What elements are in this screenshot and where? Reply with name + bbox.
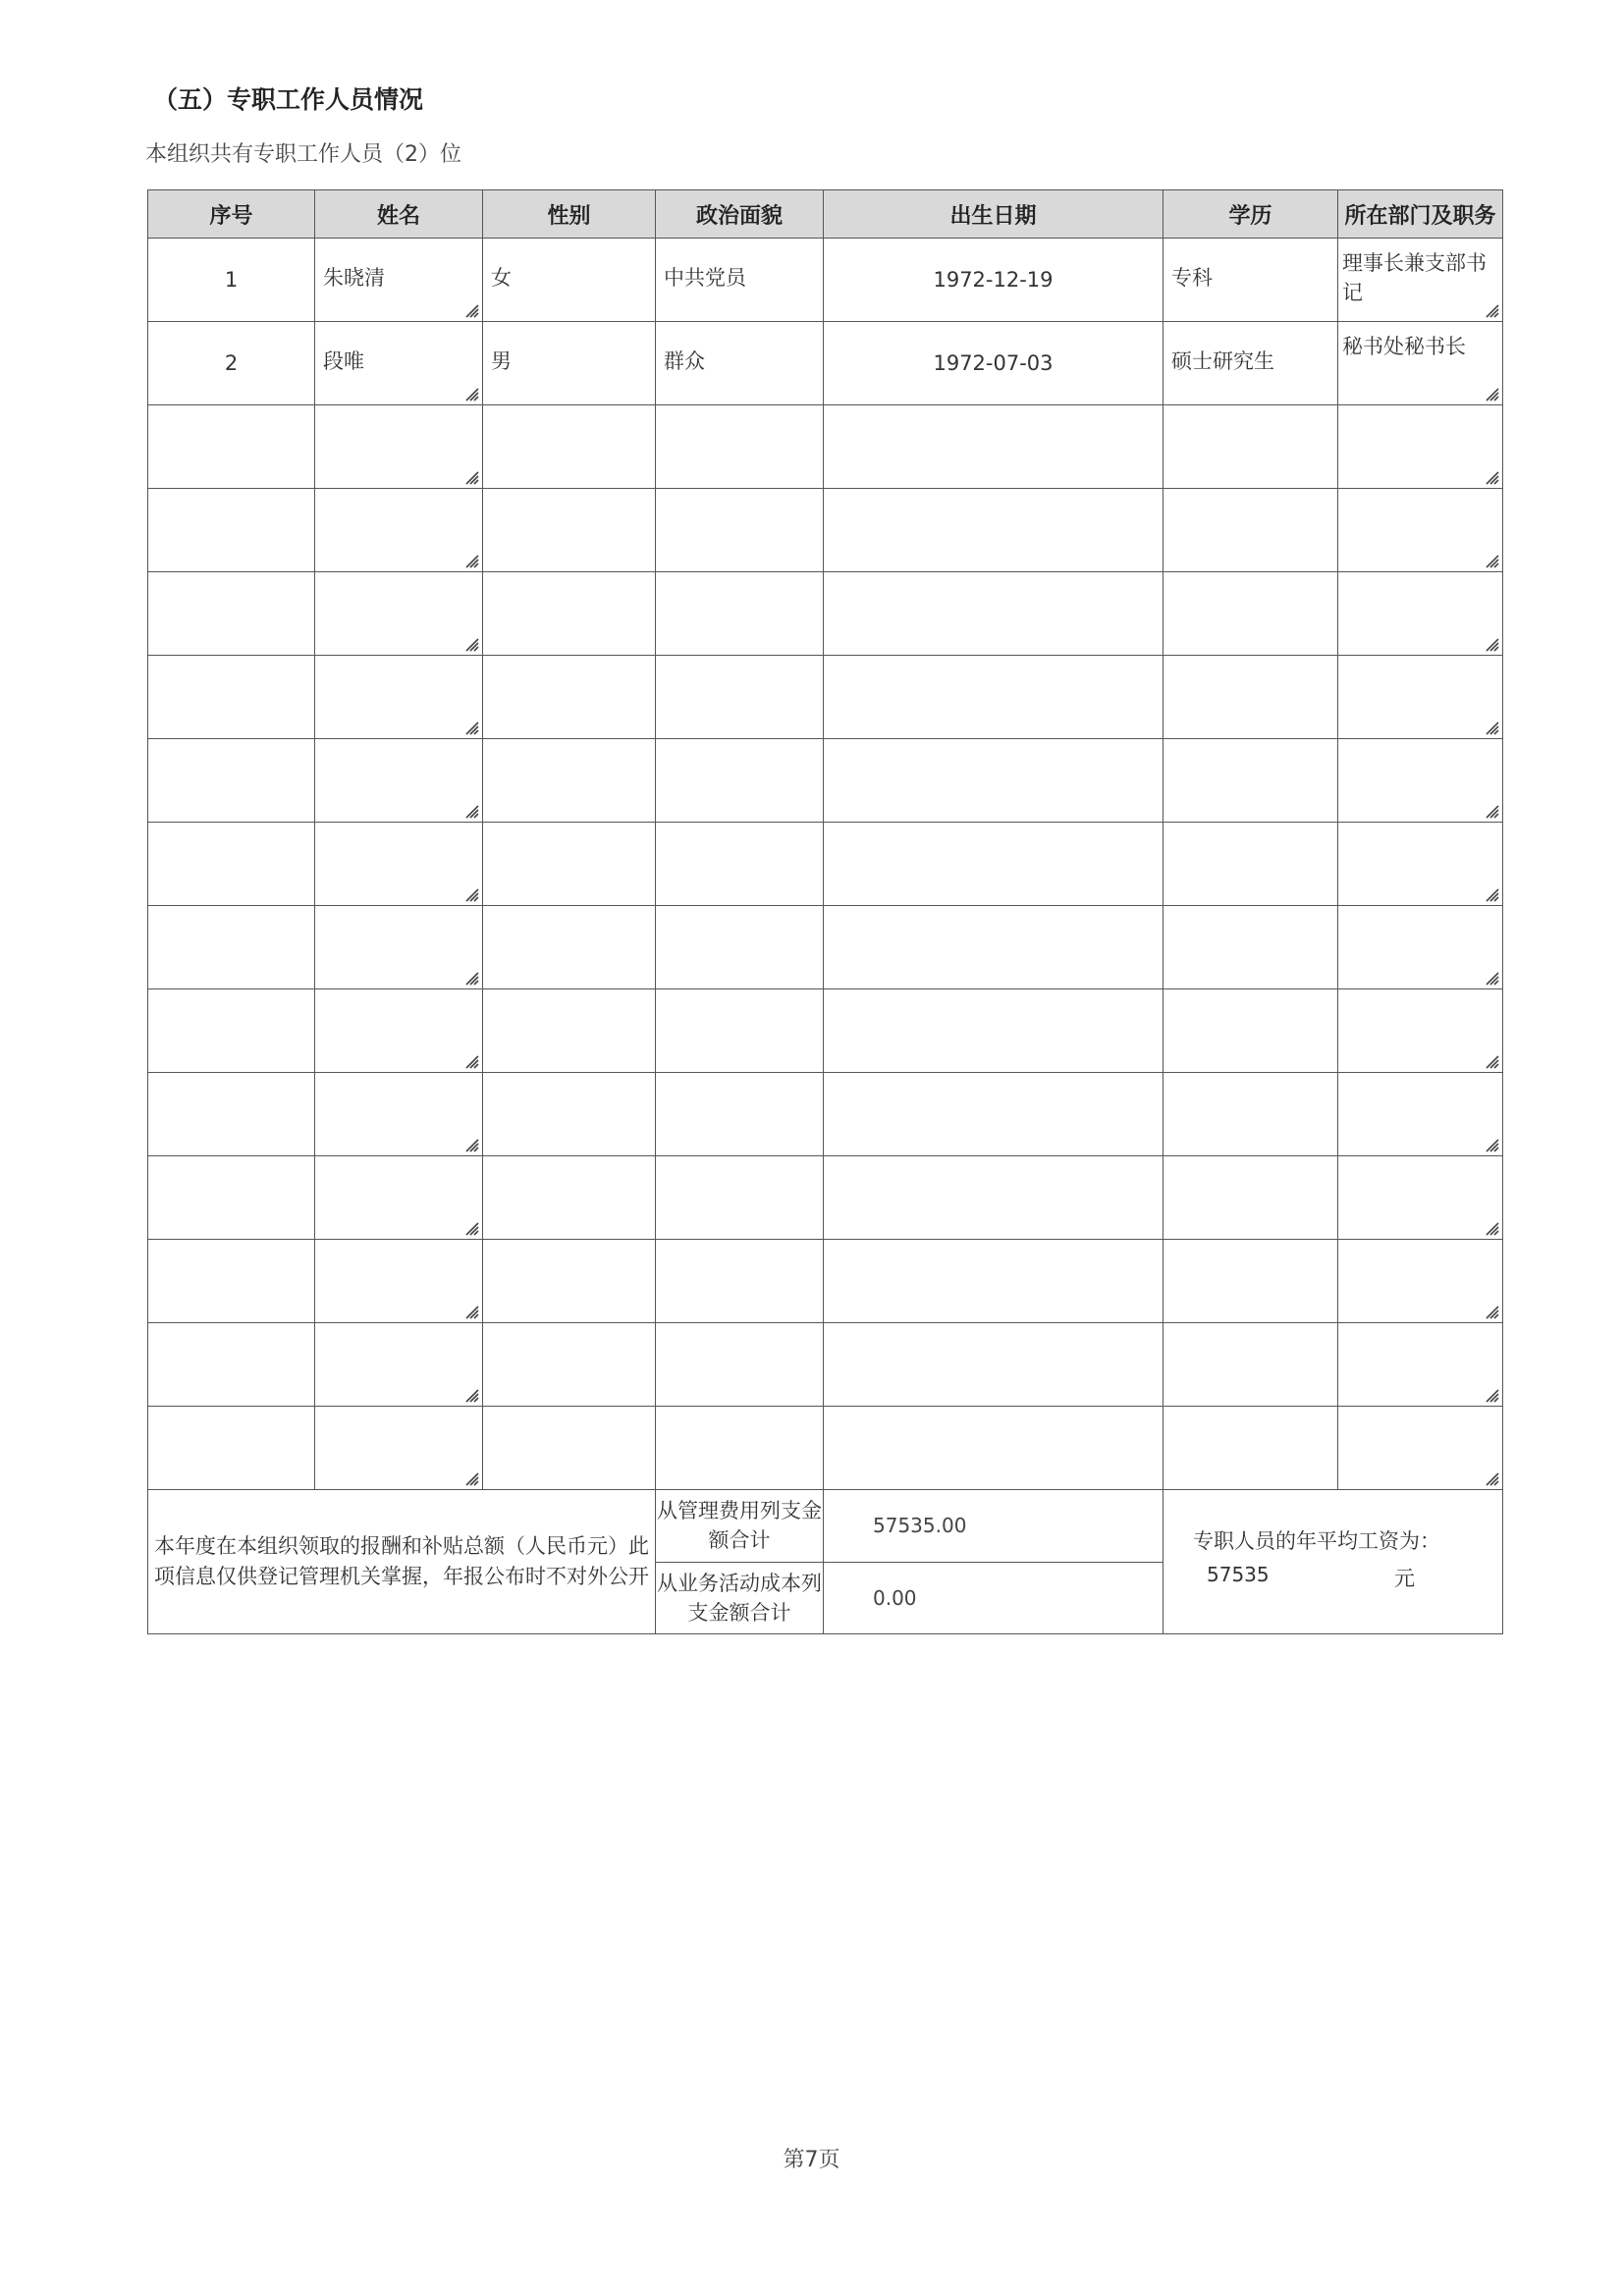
birth-date-cell-text xyxy=(824,989,1163,1017)
resize-handle-icon[interactable] xyxy=(463,1470,479,1486)
resize-handle-icon[interactable] xyxy=(463,469,479,485)
staff-count-line: 本组织共有专职工作人员（2）位 xyxy=(145,142,461,167)
birth-date-cell-text xyxy=(824,489,1163,516)
dept-field-text xyxy=(1338,1407,1502,1416)
section-title: （五）专职工作人员情况 xyxy=(153,85,424,114)
education-cell[interactable] xyxy=(1163,489,1338,572)
dept-field-text xyxy=(1338,989,1502,999)
gender-cell-text xyxy=(483,489,655,514)
education-cell[interactable] xyxy=(1163,1073,1338,1156)
political-cell[interactable] xyxy=(656,989,824,1073)
name-field-text: 朱晓清 xyxy=(323,266,385,290)
dept-field-text xyxy=(1338,489,1502,499)
gender-cell[interactable] xyxy=(483,1073,656,1156)
political-cell-text xyxy=(656,1407,823,1432)
resize-handle-icon[interactable] xyxy=(1484,636,1499,652)
resize-handle-icon[interactable] xyxy=(463,1387,479,1403)
education-cell-text xyxy=(1163,1156,1337,1182)
header-name: 姓名 xyxy=(315,190,483,239)
gender-cell-text xyxy=(483,823,655,848)
resize-handle-icon[interactable] xyxy=(1484,469,1499,485)
political-cell[interactable] xyxy=(656,739,824,823)
dept-field-text xyxy=(1338,1240,1502,1250)
resize-handle-icon[interactable] xyxy=(463,1053,479,1069)
avg-salary-value[interactable]: 57535 xyxy=(1207,1563,1270,1586)
gender-cell-text xyxy=(483,1407,655,1432)
name-field[interactable] xyxy=(315,405,483,489)
dept-field[interactable] xyxy=(1338,823,1503,906)
birth-date-cell[interactable] xyxy=(824,1323,1163,1407)
seq-cell-text xyxy=(148,656,314,683)
seq-cell-text xyxy=(148,405,314,433)
gender-cell-text: 男 xyxy=(491,349,512,373)
summary-row-1 xyxy=(148,1490,1503,1563)
name-field[interactable] xyxy=(315,1073,483,1156)
political-cell-text xyxy=(656,823,823,848)
political-cell[interactable] xyxy=(656,1240,824,1323)
dept-field-text xyxy=(1338,656,1502,666)
dept-field[interactable] xyxy=(1338,239,1503,322)
education-cell[interactable] xyxy=(1163,1156,1338,1240)
resize-handle-icon[interactable] xyxy=(463,720,479,735)
education-cell[interactable] xyxy=(1163,322,1338,405)
table-row xyxy=(148,1073,1503,1156)
seq-cell xyxy=(148,572,315,656)
gender-cell-text: 女 xyxy=(491,266,512,290)
education-cell-text xyxy=(1163,1240,1337,1265)
resize-handle-icon[interactable] xyxy=(463,553,479,568)
political-cell-text xyxy=(656,405,823,431)
staff-table xyxy=(147,189,1503,1634)
political-cell[interactable] xyxy=(656,823,824,906)
name-field-text xyxy=(315,906,482,932)
education-cell-text xyxy=(1163,739,1337,765)
dept-field[interactable] xyxy=(1338,1407,1503,1490)
seq-cell-text xyxy=(148,1323,314,1351)
education-cell[interactable] xyxy=(1163,572,1338,656)
political-cell-text xyxy=(656,989,823,1015)
education-cell-text: 专科 xyxy=(1171,266,1213,290)
birth-date-cell[interactable] xyxy=(824,906,1163,989)
seq-cell-text xyxy=(148,823,314,850)
dept-field-text xyxy=(1338,1323,1502,1333)
name-field[interactable] xyxy=(315,1407,483,1490)
education-cell[interactable] xyxy=(1163,739,1338,823)
education-cell[interactable] xyxy=(1163,823,1338,906)
gender-cell-text xyxy=(483,1323,655,1349)
header-gender: 性别 xyxy=(483,190,656,239)
birth-date-cell-text xyxy=(824,1073,1163,1100)
dept-field[interactable] xyxy=(1338,1156,1503,1240)
table-row xyxy=(148,989,1503,1073)
dept-field[interactable] xyxy=(1338,489,1503,572)
name-field[interactable] xyxy=(315,489,483,572)
header-dept: 所在部门及职务 xyxy=(1338,190,1503,239)
dept-field[interactable] xyxy=(1338,572,1503,656)
name-field[interactable] xyxy=(315,1323,483,1407)
seq-cell xyxy=(148,405,315,489)
birth-date-cell[interactable] xyxy=(824,739,1163,823)
table-row xyxy=(148,1407,1503,1490)
name-field-text xyxy=(315,1240,482,1265)
birth-date-cell[interactable] xyxy=(824,1407,1163,1490)
dept-field-text: 秘书处秘书长 xyxy=(1342,335,1466,358)
resize-handle-icon[interactable] xyxy=(1484,970,1499,986)
dept-field-text xyxy=(1338,823,1502,832)
seq-cell xyxy=(148,1073,315,1156)
birth-date-cell-text xyxy=(824,823,1163,850)
table-row xyxy=(148,489,1503,572)
birth-date-cell[interactable] xyxy=(824,239,1163,322)
mgmt-expense-value: 57535.00 xyxy=(873,1514,967,1538)
seq-cell xyxy=(148,823,315,906)
table-row xyxy=(148,739,1503,823)
biz-expense-value: 0.00 xyxy=(873,1585,917,1610)
gender-cell[interactable] xyxy=(483,656,656,739)
biz-label-cell xyxy=(656,1562,824,1634)
birth-date-cell-text xyxy=(824,572,1163,600)
seq-cell xyxy=(148,489,315,572)
gender-cell[interactable] xyxy=(483,405,656,489)
resize-handle-icon[interactable] xyxy=(463,386,479,401)
gender-cell-text xyxy=(483,405,655,431)
name-field[interactable] xyxy=(315,239,483,322)
gender-cell-text xyxy=(483,1240,655,1265)
name-field-text xyxy=(315,1323,482,1349)
mgmt-value-cell[interactable] xyxy=(824,1490,1163,1563)
education-cell-text xyxy=(1163,1323,1337,1349)
birth-date-cell[interactable] xyxy=(824,989,1163,1073)
education-cell-text xyxy=(1163,656,1337,681)
biz-value-cell[interactable] xyxy=(824,1562,1163,1634)
resize-handle-icon[interactable] xyxy=(1484,1387,1499,1403)
resize-handle-icon[interactable] xyxy=(1484,386,1499,401)
birth-date-cell[interactable] xyxy=(824,656,1163,739)
name-field[interactable] xyxy=(315,989,483,1073)
political-cell[interactable] xyxy=(656,239,824,322)
header-education: 学历 xyxy=(1163,190,1338,239)
resize-handle-icon[interactable] xyxy=(463,886,479,902)
gender-cell[interactable] xyxy=(483,489,656,572)
name-field-text xyxy=(315,405,482,431)
seq-cell-text xyxy=(148,1240,314,1267)
political-cell[interactable] xyxy=(656,572,824,656)
dept-field-text xyxy=(1338,1073,1502,1083)
table-row xyxy=(148,405,1503,489)
resize-handle-icon[interactable] xyxy=(1484,720,1499,735)
table-row xyxy=(148,823,1503,906)
resize-handle-icon[interactable] xyxy=(463,1304,479,1319)
political-cell-text xyxy=(656,1240,823,1265)
seq-cell-text xyxy=(148,1073,314,1100)
header-political: 政治面貌 xyxy=(656,190,824,239)
dept-field[interactable] xyxy=(1338,1240,1503,1323)
dept-field-text xyxy=(1338,405,1502,415)
page-footer: 第7页 xyxy=(783,2148,840,2172)
education-cell[interactable] xyxy=(1163,989,1338,1073)
dept-field[interactable] xyxy=(1338,1073,1503,1156)
name-field-text xyxy=(315,1073,482,1098)
dept-field-text xyxy=(1338,739,1502,749)
name-field[interactable] xyxy=(315,572,483,656)
name-field[interactable] xyxy=(315,739,483,823)
education-cell-text xyxy=(1163,989,1337,1015)
gender-cell-text xyxy=(483,989,655,1015)
birth-date-cell[interactable] xyxy=(824,1240,1163,1323)
table-row xyxy=(148,1323,1503,1407)
dept-field[interactable] xyxy=(1338,1323,1503,1407)
seq-cell-text xyxy=(148,906,314,934)
education-cell[interactable] xyxy=(1163,906,1338,989)
gender-cell-text xyxy=(483,1156,655,1182)
birth-date-cell-text xyxy=(824,405,1163,433)
table-row xyxy=(148,322,1503,405)
seq-cell xyxy=(148,1156,315,1240)
gender-cell[interactable] xyxy=(483,1407,656,1490)
birth-date-cell[interactable] xyxy=(824,572,1163,656)
seq-cell-text xyxy=(148,572,314,600)
gender-cell[interactable] xyxy=(483,322,656,405)
education-cell-text xyxy=(1163,405,1337,431)
birth-date-cell-text xyxy=(824,906,1163,934)
resize-handle-icon[interactable] xyxy=(463,636,479,652)
education-cell[interactable] xyxy=(1163,1240,1338,1323)
seq-cell-text xyxy=(148,489,314,516)
birth-date-cell[interactable] xyxy=(824,823,1163,906)
education-cell[interactable] xyxy=(1163,1323,1338,1407)
resize-handle-icon[interactable] xyxy=(1484,1470,1499,1486)
dept-field[interactable] xyxy=(1338,405,1503,489)
gender-cell[interactable] xyxy=(483,1323,656,1407)
dept-field[interactable] xyxy=(1338,739,1503,823)
resize-handle-icon[interactable] xyxy=(463,1137,479,1152)
table-row xyxy=(148,1240,1503,1323)
seq-cell xyxy=(148,1323,315,1407)
education-cell-text xyxy=(1163,1407,1337,1432)
political-cell-text: 中共党员 xyxy=(664,266,746,290)
birth-date-cell[interactable] xyxy=(824,489,1163,572)
birth-date-cell-text xyxy=(824,656,1163,683)
education-cell[interactable] xyxy=(1163,656,1338,739)
seq-cell xyxy=(148,906,315,989)
seq-cell xyxy=(148,1407,315,1490)
name-field-text xyxy=(315,656,482,681)
political-cell[interactable] xyxy=(656,656,824,739)
political-cell-text: 群众 xyxy=(664,349,705,373)
seq-cell-text xyxy=(148,989,314,1017)
political-cell-text xyxy=(656,1073,823,1098)
birth-date-cell-text xyxy=(824,1240,1163,1267)
resize-handle-icon[interactable] xyxy=(1484,302,1499,318)
political-cell-text xyxy=(656,739,823,765)
gender-cell-text xyxy=(483,572,655,598)
resize-handle-icon[interactable] xyxy=(463,1220,479,1236)
resize-handle-icon[interactable] xyxy=(1484,1304,1499,1319)
gender-cell[interactable] xyxy=(483,906,656,989)
table-row xyxy=(148,1156,1503,1240)
birth-date-cell-text xyxy=(824,739,1163,767)
table-row xyxy=(148,572,1503,656)
seq-cell xyxy=(148,239,315,322)
dept-field[interactable] xyxy=(1338,989,1503,1073)
education-cell[interactable] xyxy=(1163,405,1338,489)
political-cell-text xyxy=(656,489,823,514)
resize-handle-icon[interactable] xyxy=(463,803,479,819)
gender-cell[interactable] xyxy=(483,823,656,906)
name-field-text xyxy=(315,489,482,514)
birth-date-cell-text xyxy=(824,1156,1163,1184)
birth-date-cell[interactable] xyxy=(824,1156,1163,1240)
gender-cell[interactable] xyxy=(483,1240,656,1323)
table-row xyxy=(148,656,1503,739)
political-cell-text xyxy=(656,1323,823,1349)
name-field[interactable] xyxy=(315,322,483,405)
political-cell[interactable] xyxy=(656,1156,824,1240)
dept-field-text: 理事长兼支部书记 xyxy=(1342,251,1487,304)
birth-date-cell[interactable] xyxy=(824,405,1163,489)
birth-date-cell-text: 1972-07-03 xyxy=(933,351,1054,375)
resize-handle-icon[interactable] xyxy=(1484,1220,1499,1236)
header-seq: 序号 xyxy=(148,190,315,239)
seq-cell-text xyxy=(148,1407,314,1434)
political-cell[interactable] xyxy=(656,906,824,989)
political-cell[interactable] xyxy=(656,1073,824,1156)
table-row xyxy=(148,906,1503,989)
dept-field-text xyxy=(1338,572,1502,582)
education-cell[interactable] xyxy=(1163,239,1338,322)
name-field[interactable] xyxy=(315,656,483,739)
dept-field[interactable] xyxy=(1338,322,1503,405)
table-row xyxy=(148,239,1503,322)
political-cell-text xyxy=(656,572,823,598)
political-cell-text xyxy=(656,906,823,932)
dept-field[interactable] xyxy=(1338,656,1503,739)
table-header-row xyxy=(148,190,1503,239)
birth-date-cell[interactable] xyxy=(824,322,1163,405)
name-field-text xyxy=(315,989,482,1015)
name-field-text xyxy=(315,1156,482,1182)
seq-cell-text xyxy=(148,739,314,767)
gender-cell[interactable] xyxy=(483,239,656,322)
political-cell[interactable] xyxy=(656,322,824,405)
header-birth: 出生日期 xyxy=(824,190,1163,239)
resize-handle-icon[interactable] xyxy=(1484,886,1499,902)
resize-handle-icon[interactable] xyxy=(1484,1137,1499,1152)
name-field[interactable] xyxy=(315,1156,483,1240)
seq-cell xyxy=(148,656,315,739)
gender-cell-text xyxy=(483,656,655,681)
dept-field-text xyxy=(1338,1156,1502,1166)
biz-expense-label: 从业务活动成本列支金额合计 xyxy=(657,1571,822,1625)
dept-field[interactable] xyxy=(1338,906,1503,989)
political-cell-text xyxy=(656,656,823,681)
name-field-text xyxy=(315,572,482,598)
education-cell-text xyxy=(1163,906,1337,932)
avg-salary-cell xyxy=(1163,1490,1503,1634)
education-cell-text xyxy=(1163,489,1337,514)
name-field[interactable] xyxy=(315,1240,483,1323)
name-field-text xyxy=(315,823,482,848)
gender-cell-text xyxy=(483,739,655,765)
seq-cell-text: 1 xyxy=(224,268,239,292)
mgmt-label-cell xyxy=(656,1490,824,1563)
resize-handle-icon[interactable] xyxy=(463,302,479,318)
education-cell-text xyxy=(1163,572,1337,598)
education-cell-text xyxy=(1163,1073,1337,1098)
name-field-text xyxy=(315,1407,482,1432)
gender-cell-text xyxy=(483,1073,655,1098)
gender-cell[interactable] xyxy=(483,989,656,1073)
gender-cell[interactable] xyxy=(483,572,656,656)
name-field[interactable] xyxy=(315,906,483,989)
resize-handle-icon[interactable] xyxy=(1484,553,1499,568)
seq-cell xyxy=(148,989,315,1073)
political-cell[interactable] xyxy=(656,1323,824,1407)
seq-cell-text: 2 xyxy=(224,351,239,375)
political-cell[interactable] xyxy=(656,489,824,572)
birth-date-cell[interactable] xyxy=(824,1073,1163,1156)
summary-label: 本年度在本组织领取的报酬和补贴总额（人民币元）此项信息仅供登记管理机关掌握，年报公布时不对外公开 xyxy=(154,1534,649,1588)
political-cell[interactable] xyxy=(656,1407,824,1490)
avg-salary-label: 专职人员的年平均工资为： xyxy=(1193,1529,1440,1553)
dept-field-text xyxy=(1338,906,1502,916)
name-field[interactable] xyxy=(315,823,483,906)
political-cell-text xyxy=(656,1156,823,1182)
birth-date-cell-text xyxy=(824,1407,1163,1434)
resize-handle-icon[interactable] xyxy=(463,970,479,986)
name-field-text xyxy=(315,739,482,765)
resize-handle-icon[interactable] xyxy=(1484,1053,1499,1069)
birth-date-cell-text: 1972-12-19 xyxy=(933,268,1054,292)
seq-cell xyxy=(148,1240,315,1323)
seq-cell-text xyxy=(148,1156,314,1184)
mgmt-expense-label: 从管理费用列支金额合计 xyxy=(657,1499,822,1553)
education-cell-text: 硕士研究生 xyxy=(1171,349,1274,373)
summary-label-cell xyxy=(148,1490,656,1634)
education-cell[interactable] xyxy=(1163,1407,1338,1490)
gender-cell[interactable] xyxy=(483,1156,656,1240)
avg-salary-unit: 元 xyxy=(1394,1567,1415,1590)
birth-date-cell-text xyxy=(824,1323,1163,1351)
resize-handle-icon[interactable] xyxy=(1484,803,1499,819)
seq-cell xyxy=(148,739,315,823)
name-field-text: 段唯 xyxy=(323,349,364,373)
education-cell-text xyxy=(1163,823,1337,848)
political-cell[interactable] xyxy=(656,405,824,489)
gender-cell[interactable] xyxy=(483,739,656,823)
seq-cell xyxy=(148,322,315,405)
gender-cell-text xyxy=(483,906,655,932)
